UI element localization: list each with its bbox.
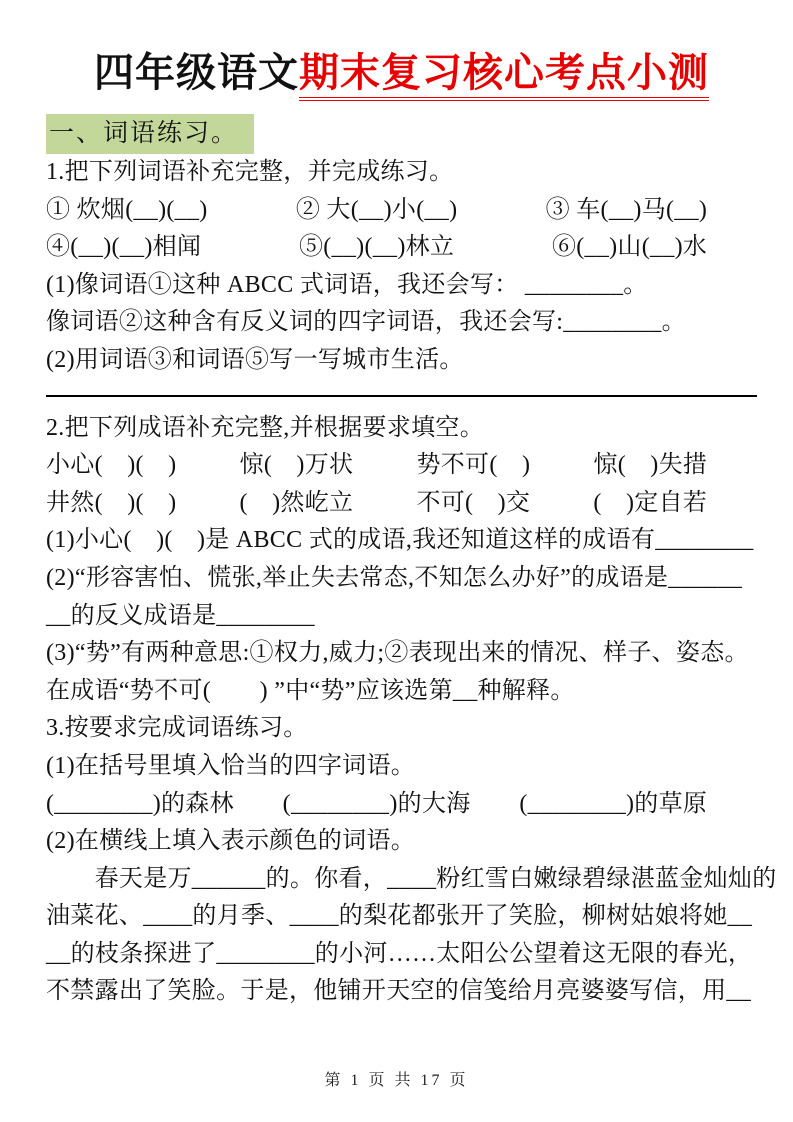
idiom-blank-item: 小心( )( ) bbox=[46, 452, 177, 479]
question-3-phrase-row bbox=[46, 786, 707, 824]
question-2-sub-3a: (3)“势”有两种意思:①权力,威力;②表现出来的情况、样子、姿态。 bbox=[46, 640, 749, 667]
question-2-prompt: 2.把下列成语补充完整,并根据要求填空。 bbox=[46, 414, 484, 441]
section-heading-wrap bbox=[46, 114, 757, 154]
question-2-idiom-row-2 bbox=[46, 485, 707, 523]
question-2-sub-2a: (2)“形容害怕、慌张,举止失去常态,不知怎么办好”的成语是______ bbox=[46, 564, 743, 591]
idiom-blank-item: 惊( )失措 bbox=[593, 452, 708, 479]
phrase-blank-item: (________)的森林 bbox=[46, 790, 234, 817]
question-3-prompt: 3.按要求完成词语练习。 bbox=[46, 715, 308, 742]
idiom-blank-item: 惊( )万状 bbox=[239, 452, 354, 479]
question-3-sub-1: (1)在括号里填入恰当的四字词语。 bbox=[46, 752, 416, 779]
question-1-sub-1a: (1)像词语①这种 ABCC 式词语，我还会写： ________。 bbox=[46, 271, 648, 298]
phrase-blank-item: (________)的草原 bbox=[519, 790, 708, 817]
title-highlight-red: 期末复习核心考点小测 bbox=[299, 50, 709, 101]
question-1-word-row-1 bbox=[46, 192, 707, 230]
question-3-sub-2: (2)在横线上填入表示颜色的词语。 bbox=[46, 828, 416, 855]
section-1-heading: 一、词语练习。 bbox=[46, 114, 254, 154]
word-blank-item: ⑥(__)山(__)水 bbox=[551, 234, 708, 261]
question-1-sub-1b: 像词语②这种含有反义词的四字词语，我还会写:________。 bbox=[46, 309, 686, 336]
page-title bbox=[46, 0, 757, 98]
idiom-blank-item: ( )然屹立 bbox=[239, 489, 354, 516]
word-blank-item: ② 大(__)小(__) bbox=[295, 196, 458, 223]
word-blank-item: ① 炊烟(__)(__) bbox=[46, 196, 208, 223]
idiom-blank-item: ( )定自若 bbox=[593, 489, 708, 516]
idiom-blank-item: 不可( )交 bbox=[416, 489, 531, 516]
question-2-sub-2b: __的反义成语是________ bbox=[46, 602, 315, 629]
word-blank-item: ⑤(__)(__)林立 bbox=[298, 234, 455, 261]
idiom-blank-item: 井然( )( ) bbox=[46, 489, 177, 516]
question-2-idiom-row-1 bbox=[46, 447, 707, 485]
phrase-blank-item: (________)的大海 bbox=[282, 790, 471, 817]
question-3-paragraph-line-2: 油菜花、____的月季、____的梨花都张开了笑脸，柳树姑娘将她__ bbox=[46, 903, 753, 930]
word-blank-item: ④(__)(__)相闻 bbox=[46, 234, 202, 261]
question-3-paragraph-line-4: 不禁露出了笑脸。于是，他铺开天空的信笺给月亮婆婆写信，用__ bbox=[46, 978, 751, 1005]
question-2-sub-3b: 在成语“势不可( ) ”中“势”应该选第__种解释。 bbox=[46, 677, 575, 704]
question-1-sub-2: (2)用词语③和词语⑤写一写城市生活。 bbox=[46, 346, 464, 373]
question-3-paragraph-line-1: 春天是万______的。你看，____粉红雪白嫩绿碧绿湛蓝金灿灿的 bbox=[46, 865, 777, 892]
question-3-paragraph-line-3: __的枝条探进了________的小河……太阳公公望着这无限的春光， bbox=[46, 940, 753, 967]
question-1-prompt: 1.把下列词语补充完整，并完成练习。 bbox=[46, 159, 454, 185]
word-blank-item: ③ 车(__)马(__) bbox=[545, 196, 708, 223]
section-divider-line bbox=[46, 395, 757, 397]
idiom-blank-item: 势不可( ) bbox=[416, 452, 531, 479]
title-grade-label: 四年级语文 bbox=[94, 50, 299, 95]
question-2-sub-1: (1)小心( )( )是 ABCC 式的成语,我还知道这样的成语有________ bbox=[46, 527, 754, 554]
question-1-word-row-2 bbox=[46, 229, 707, 267]
footer-page-number: 第 1 页 共 17 页 bbox=[324, 1072, 469, 1089]
